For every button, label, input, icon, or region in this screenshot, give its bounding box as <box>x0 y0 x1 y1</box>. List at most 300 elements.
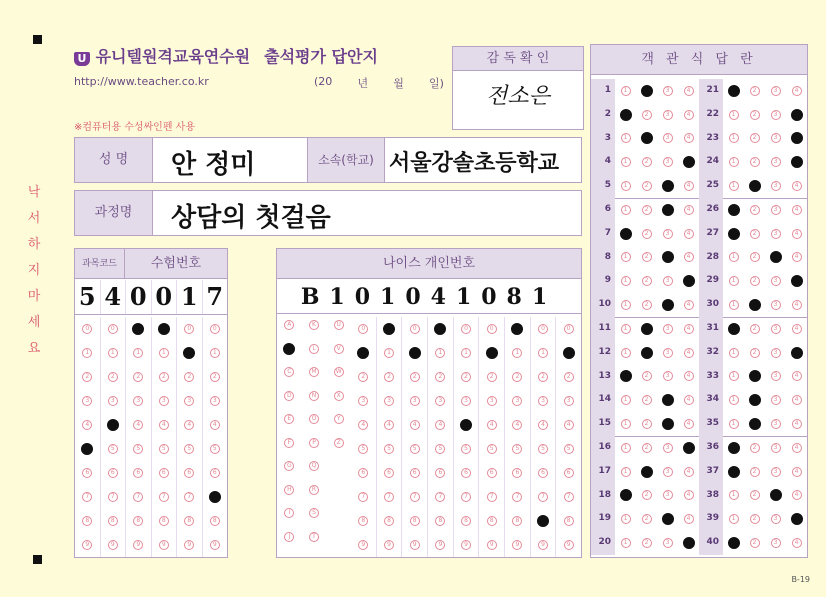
bubble[interactable]: 9 <box>538 540 548 550</box>
bubble[interactable]: 5 <box>487 444 497 454</box>
bubble-filled[interactable] <box>563 347 575 359</box>
bubble[interactable]: 5 <box>210 444 220 454</box>
bubble[interactable]: 4 <box>684 419 694 429</box>
bubble[interactable]: 3 <box>108 396 118 406</box>
bubble[interactable]: 7 <box>564 492 574 502</box>
bubble[interactable]: 2 <box>750 110 760 120</box>
bubble[interactable]: 4 <box>792 467 802 477</box>
bubble[interactable]: 4 <box>792 538 802 548</box>
bubble[interactable]: 4 <box>792 181 802 191</box>
bubble[interactable]: 8 <box>461 516 471 526</box>
bubble[interactable]: 6 <box>358 468 368 478</box>
bubble[interactable]: 0 <box>184 324 194 334</box>
bubble[interactable]: 4 <box>684 514 694 524</box>
bubble[interactable]: 4 <box>792 395 802 405</box>
bubble[interactable]: 3 <box>184 396 194 406</box>
bubble[interactable]: 2 <box>750 133 760 143</box>
bubble[interactable]: J <box>284 532 294 542</box>
bubble[interactable]: 4 <box>512 420 522 430</box>
bubble[interactable]: N <box>309 391 319 401</box>
bubble-filled[interactable] <box>486 347 498 359</box>
bubble[interactable]: 7 <box>358 492 368 502</box>
bubble[interactable]: 0 <box>108 324 118 334</box>
bubble[interactable]: 1 <box>621 300 631 310</box>
bubble[interactable]: C <box>284 367 294 377</box>
bubble[interactable]: 1 <box>621 419 631 429</box>
bubble[interactable]: 3 <box>663 443 673 453</box>
bubble[interactable]: 4 <box>358 420 368 430</box>
bubble[interactable]: 1 <box>729 252 739 262</box>
bubble[interactable]: 7 <box>82 492 92 502</box>
bubble[interactable]: 3 <box>384 396 394 406</box>
bubble[interactable]: 3 <box>771 86 781 96</box>
bubble[interactable]: X <box>334 391 344 401</box>
bubble-filled[interactable] <box>791 347 803 359</box>
bubble[interactable]: 3 <box>771 205 781 215</box>
bubble[interactable]: Y <box>334 414 344 424</box>
bubble[interactable]: K <box>309 320 319 330</box>
bubble-filled[interactable] <box>620 370 632 382</box>
bubble-filled[interactable] <box>683 275 695 287</box>
bubble-filled[interactable] <box>791 513 803 525</box>
bubble[interactable]: 1 <box>621 86 631 96</box>
bubble[interactable]: 4 <box>792 324 802 334</box>
bubble[interactable]: 2 <box>159 372 169 382</box>
bubble[interactable]: 4 <box>538 420 548 430</box>
bubble[interactable]: 2 <box>750 490 760 500</box>
bubble[interactable]: 1 <box>729 300 739 310</box>
bubble[interactable]: 2 <box>184 372 194 382</box>
bubble[interactable]: 1 <box>621 252 631 262</box>
bubble[interactable]: 2 <box>642 419 652 429</box>
bubble-filled[interactable] <box>662 251 674 263</box>
name-value[interactable]: 안 정미 <box>171 150 256 180</box>
bubble[interactable]: 8 <box>564 516 574 526</box>
bubble-filled[interactable] <box>728 228 740 240</box>
bubble[interactable]: 1 <box>384 348 394 358</box>
bubble[interactable]: 0 <box>538 324 548 334</box>
bubble[interactable]: 3 <box>771 324 781 334</box>
bubble[interactable]: 3 <box>435 396 445 406</box>
bubble[interactable]: 1 <box>621 276 631 286</box>
bubble[interactable]: 2 <box>642 110 652 120</box>
bubble[interactable]: 5 <box>435 444 445 454</box>
bubble[interactable]: 2 <box>642 252 652 262</box>
bubble[interactable]: 3 <box>663 490 673 500</box>
bubble-filled[interactable] <box>357 347 369 359</box>
bubble[interactable]: 3 <box>771 419 781 429</box>
bubble[interactable]: 4 <box>210 420 220 430</box>
bubble[interactable]: 6 <box>487 468 497 478</box>
bubble[interactable]: 9 <box>210 540 220 550</box>
bubble[interactable]: 0 <box>564 324 574 334</box>
bubble[interactable]: 2 <box>642 205 652 215</box>
bubble[interactable]: 6 <box>384 468 394 478</box>
bubble[interactable]: 2 <box>487 372 497 382</box>
bubble[interactable]: 4 <box>684 205 694 215</box>
bubble[interactable]: 3 <box>564 396 574 406</box>
bubble[interactable]: 4 <box>684 133 694 143</box>
bubble[interactable]: 2 <box>750 324 760 334</box>
bubble[interactable]: I <box>284 508 294 518</box>
bubble[interactable]: 4 <box>82 420 92 430</box>
bubble[interactable]: 2 <box>750 205 760 215</box>
bubble-filled[interactable] <box>434 323 446 335</box>
bubble[interactable]: 7 <box>461 492 471 502</box>
bubble-filled[interactable] <box>728 204 740 216</box>
bubble[interactable]: 9 <box>358 540 368 550</box>
bubble[interactable]: 3 <box>771 133 781 143</box>
bubble[interactable]: 8 <box>108 516 118 526</box>
bubble[interactable]: 4 <box>792 252 802 262</box>
bubble[interactable]: 4 <box>792 371 802 381</box>
bubble[interactable]: 1 <box>729 371 739 381</box>
bubble[interactable]: 6 <box>512 468 522 478</box>
bubble[interactable]: 0 <box>210 324 220 334</box>
bubble[interactable]: 3 <box>663 86 673 96</box>
bubble[interactable]: 3 <box>410 396 420 406</box>
bubble-filled[interactable] <box>728 442 740 454</box>
bubble[interactable]: 4 <box>184 420 194 430</box>
bubble[interactable]: 6 <box>435 468 445 478</box>
bubble[interactable]: 3 <box>663 276 673 286</box>
bubble-filled[interactable] <box>749 299 761 311</box>
bubble[interactable]: 2 <box>210 372 220 382</box>
bubble[interactable]: 7 <box>538 492 548 502</box>
bubble-filled[interactable] <box>132 323 144 335</box>
bubble[interactable]: 4 <box>384 420 394 430</box>
bubble-filled[interactable] <box>728 85 740 97</box>
bubble[interactable]: 1 <box>512 348 522 358</box>
bubble-filled[interactable] <box>383 323 395 335</box>
bubble[interactable]: 6 <box>82 468 92 478</box>
bubble[interactable]: 9 <box>82 540 92 550</box>
bubble[interactable]: D <box>284 391 294 401</box>
bubble[interactable]: 2 <box>750 514 760 524</box>
bubble[interactable]: 9 <box>487 540 497 550</box>
bubble[interactable]: Q <box>309 461 319 471</box>
bubble[interactable]: 8 <box>358 516 368 526</box>
bubble[interactable]: 1 <box>621 181 631 191</box>
bubble[interactable]: 4 <box>792 490 802 500</box>
bubble[interactable]: 2 <box>435 372 445 382</box>
bubble[interactable]: 1 <box>133 348 143 358</box>
bubble[interactable]: 6 <box>564 468 574 478</box>
bubble[interactable]: 3 <box>159 396 169 406</box>
bubble[interactable]: 3 <box>663 324 673 334</box>
bubble[interactable]: 5 <box>461 444 471 454</box>
bubble[interactable]: 9 <box>410 540 420 550</box>
bubble[interactable]: 0 <box>487 324 497 334</box>
bubble[interactable]: 7 <box>435 492 445 502</box>
bubble[interactable]: 3 <box>771 371 781 381</box>
affiliation-value[interactable]: 서울강솔초등학교 <box>389 150 560 176</box>
bubble-filled[interactable] <box>728 537 740 549</box>
bubble[interactable]: 7 <box>184 492 194 502</box>
bubble-filled[interactable] <box>683 537 695 549</box>
bubble[interactable]: 2 <box>750 538 760 548</box>
bubble[interactable]: 6 <box>108 468 118 478</box>
bubble[interactable]: 6 <box>538 468 548 478</box>
bubble[interactable]: 1 <box>621 324 631 334</box>
bubble[interactable]: 1 <box>729 276 739 286</box>
bubble[interactable]: 6 <box>410 468 420 478</box>
bubble-filled[interactable] <box>749 394 761 406</box>
bubble-filled[interactable] <box>770 489 782 501</box>
bubble[interactable]: 1 <box>461 348 471 358</box>
bubble[interactable]: S <box>309 508 319 518</box>
bubble-filled[interactable] <box>81 443 93 455</box>
bubble[interactable]: 9 <box>564 540 574 550</box>
bubble[interactable]: 6 <box>210 468 220 478</box>
bubble[interactable]: 4 <box>684 86 694 96</box>
bubble[interactable]: 5 <box>108 444 118 454</box>
bubble[interactable]: 2 <box>564 372 574 382</box>
bubble-filled[interactable] <box>409 347 421 359</box>
bubble[interactable]: 2 <box>384 372 394 382</box>
bubble[interactable]: 4 <box>684 229 694 239</box>
bubble[interactable]: 9 <box>461 540 471 550</box>
bubble[interactable]: 9 <box>384 540 394 550</box>
bubble-filled[interactable] <box>460 419 472 431</box>
bubble[interactable]: 3 <box>461 396 471 406</box>
bubble[interactable]: 8 <box>384 516 394 526</box>
bubble[interactable]: 3 <box>82 396 92 406</box>
bubble[interactable]: 3 <box>358 396 368 406</box>
bubble-filled[interactable] <box>537 515 549 527</box>
bubble[interactable]: 7 <box>512 492 522 502</box>
bubble[interactable]: 2 <box>461 372 471 382</box>
bubble[interactable]: 8 <box>184 516 194 526</box>
bubble[interactable]: 2 <box>750 157 760 167</box>
bubble[interactable]: F <box>284 438 294 448</box>
bubble[interactable]: 2 <box>642 371 652 381</box>
bubble-filled[interactable] <box>662 204 674 216</box>
bubble[interactable]: 8 <box>133 516 143 526</box>
bubble[interactable]: E <box>284 414 294 424</box>
bubble[interactable]: 3 <box>771 348 781 358</box>
bubble[interactable]: H <box>284 485 294 495</box>
bubble[interactable]: 4 <box>684 348 694 358</box>
bubble[interactable]: 1 <box>729 514 739 524</box>
bubble[interactable]: 9 <box>108 540 118 550</box>
bubble[interactable]: 1 <box>621 205 631 215</box>
bubble-filled[interactable] <box>791 132 803 144</box>
bubble[interactable]: 3 <box>771 276 781 286</box>
bubble[interactable]: 6 <box>461 468 471 478</box>
bubble[interactable]: 5 <box>410 444 420 454</box>
bubble[interactable]: 0 <box>82 324 92 334</box>
bubble[interactable]: 2 <box>750 443 760 453</box>
bubble-filled[interactable] <box>749 418 761 430</box>
bubble[interactable]: 2 <box>512 372 522 382</box>
bubble[interactable]: W <box>334 367 344 377</box>
bubble[interactable]: 8 <box>435 516 445 526</box>
bubble[interactable]: 2 <box>750 276 760 286</box>
bubble[interactable]: 2 <box>750 229 760 239</box>
bubble[interactable]: 1 <box>729 133 739 143</box>
bubble-filled[interactable] <box>770 251 782 263</box>
bubble[interactable]: 3 <box>771 157 781 167</box>
bubble-filled[interactable] <box>728 466 740 478</box>
bubble[interactable]: 4 <box>684 490 694 500</box>
bubble[interactable]: T <box>309 532 319 542</box>
bubble[interactable]: 0 <box>358 324 368 334</box>
bubble[interactable]: 2 <box>750 348 760 358</box>
bubble[interactable]: 2 <box>750 467 760 477</box>
bubble-filled[interactable] <box>283 343 295 355</box>
bubble[interactable]: 3 <box>663 133 673 143</box>
bubble[interactable]: A <box>284 320 294 330</box>
bubble[interactable]: 3 <box>771 110 781 120</box>
bubble[interactable]: 4 <box>792 86 802 96</box>
bubble-filled[interactable] <box>791 109 803 121</box>
bubble[interactable]: 9 <box>184 540 194 550</box>
bubble[interactable]: 5 <box>512 444 522 454</box>
bubble[interactable]: 3 <box>663 371 673 381</box>
bubble-filled[interactable] <box>183 347 195 359</box>
bubble[interactable]: 7 <box>133 492 143 502</box>
bubble[interactable]: U <box>334 320 344 330</box>
bubble[interactable]: 0 <box>461 324 471 334</box>
bubble-filled[interactable] <box>209 491 221 503</box>
bubble[interactable]: 3 <box>663 538 673 548</box>
bubble[interactable]: 3 <box>663 157 673 167</box>
bubble[interactable]: 1 <box>729 419 739 429</box>
bubble[interactable]: 7 <box>159 492 169 502</box>
bubble[interactable]: 8 <box>487 516 497 526</box>
bubble[interactable]: 8 <box>410 516 420 526</box>
bubble[interactable]: 8 <box>159 516 169 526</box>
bubble[interactable]: 2 <box>410 372 420 382</box>
bubble[interactable]: 3 <box>133 396 143 406</box>
bubble[interactable]: 8 <box>210 516 220 526</box>
bubble[interactable]: G <box>284 461 294 471</box>
bubble[interactable]: 2 <box>642 538 652 548</box>
bubble[interactable]: 7 <box>487 492 497 502</box>
bubble[interactable]: 9 <box>435 540 445 550</box>
bubble[interactable]: 7 <box>108 492 118 502</box>
bubble[interactable]: 2 <box>642 514 652 524</box>
bubble[interactable]: 6 <box>133 468 143 478</box>
bubble[interactable]: 4 <box>792 419 802 429</box>
bubble[interactable]: 3 <box>771 300 781 310</box>
bubble[interactable]: 2 <box>133 372 143 382</box>
bubble-filled[interactable] <box>662 180 674 192</box>
bubble-filled[interactable] <box>791 156 803 168</box>
bubble[interactable]: 3 <box>771 229 781 239</box>
bubble[interactable]: 4 <box>684 395 694 405</box>
bubble-filled[interactable] <box>641 323 653 335</box>
bubble[interactable]: O <box>309 414 319 424</box>
bubble-filled[interactable] <box>620 109 632 121</box>
bubble[interactable]: 3 <box>771 181 781 191</box>
bubble-filled[interactable] <box>641 132 653 144</box>
bubble[interactable]: 2 <box>642 157 652 167</box>
bubble[interactable]: 1 <box>210 348 220 358</box>
bubble[interactable]: 1 <box>621 467 631 477</box>
bubble[interactable]: 1 <box>621 133 631 143</box>
bubble-filled[interactable] <box>158 323 170 335</box>
bubble[interactable]: 2 <box>642 276 652 286</box>
bubble[interactable]: 5 <box>133 444 143 454</box>
bubble[interactable]: 1 <box>621 443 631 453</box>
bubble[interactable]: 4 <box>564 420 574 430</box>
bubble[interactable]: 1 <box>159 348 169 358</box>
bubble[interactable]: 2 <box>642 395 652 405</box>
bubble[interactable]: 4 <box>133 420 143 430</box>
bubble[interactable]: 2 <box>358 372 368 382</box>
bubble[interactable]: 1 <box>538 348 548 358</box>
bubble[interactable]: R <box>309 485 319 495</box>
bubble[interactable]: 3 <box>538 396 548 406</box>
bubble[interactable]: 3 <box>771 538 781 548</box>
course-value[interactable]: 상담의 첫걸음 <box>171 203 331 233</box>
bubble[interactable]: 2 <box>108 372 118 382</box>
bubble[interactable]: 2 <box>82 372 92 382</box>
bubble[interactable]: 3 <box>663 229 673 239</box>
bubble-filled[interactable] <box>728 323 740 335</box>
bubble[interactable]: 2 <box>538 372 548 382</box>
bubble[interactable]: 4 <box>792 300 802 310</box>
bubble[interactable]: 3 <box>771 395 781 405</box>
bubble[interactable]: 5 <box>538 444 548 454</box>
bubble[interactable]: 4 <box>684 300 694 310</box>
bubble[interactable]: L <box>309 344 319 354</box>
bubble-filled[interactable] <box>641 347 653 359</box>
bubble[interactable]: 4 <box>684 467 694 477</box>
bubble[interactable]: 4 <box>435 420 445 430</box>
bubble[interactable]: 2 <box>642 181 652 191</box>
bubble[interactable]: 4 <box>792 229 802 239</box>
bubble[interactable]: P <box>309 438 319 448</box>
bubble[interactable]: 2 <box>642 300 652 310</box>
bubble[interactable]: 6 <box>184 468 194 478</box>
bubble-filled[interactable] <box>749 370 761 382</box>
bubble[interactable]: 5 <box>384 444 394 454</box>
bubble[interactable]: 3 <box>663 467 673 477</box>
bubble[interactable]: 2 <box>642 443 652 453</box>
bubble[interactable]: 3 <box>771 443 781 453</box>
bubble[interactable]: 2 <box>750 86 760 96</box>
bubble[interactable]: 4 <box>684 181 694 191</box>
bubble-filled[interactable] <box>662 299 674 311</box>
bubble[interactable]: 3 <box>487 396 497 406</box>
bubble[interactable]: 3 <box>771 467 781 477</box>
bubble[interactable]: 8 <box>82 516 92 526</box>
bubble[interactable]: 0 <box>410 324 420 334</box>
bubble[interactable]: M <box>309 367 319 377</box>
bubble[interactable]: 1 <box>729 110 739 120</box>
bubble[interactable]: 1 <box>621 514 631 524</box>
bubble-filled[interactable] <box>683 442 695 454</box>
bubble[interactable]: 5 <box>184 444 194 454</box>
bubble[interactable]: 1 <box>435 348 445 358</box>
bubble-filled[interactable] <box>749 180 761 192</box>
bubble[interactable]: 1 <box>729 181 739 191</box>
bubble-filled[interactable] <box>683 156 695 168</box>
bubble[interactable]: 1 <box>729 395 739 405</box>
bubble[interactable]: 4 <box>159 420 169 430</box>
bubble[interactable]: 1 <box>82 348 92 358</box>
bubble[interactable]: 3 <box>663 348 673 358</box>
bubble[interactable]: 1 <box>729 490 739 500</box>
bubble[interactable]: 5 <box>159 444 169 454</box>
bubble[interactable]: 2 <box>642 490 652 500</box>
bubble[interactable]: 9 <box>512 540 522 550</box>
bubble-filled[interactable] <box>641 466 653 478</box>
bubble[interactable]: 1 <box>729 157 739 167</box>
